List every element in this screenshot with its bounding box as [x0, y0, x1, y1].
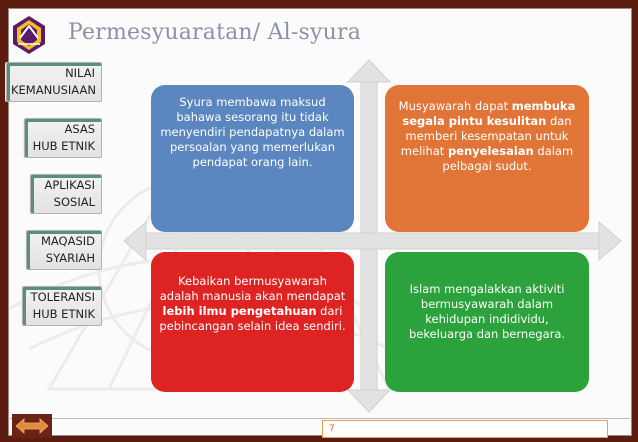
text-bold: penyelesaian — [447, 144, 534, 158]
quadrant-islam-encourages — [385, 252, 589, 392]
page-title: Permesyuaratan/ Al-syura — [68, 20, 362, 45]
text-part: dari pebincangan selain idea sendiri. — [159, 304, 346, 333]
page-number: 7 — [329, 424, 335, 434]
nav-label-line2: SOSIAL — [53, 195, 95, 209]
nav-label-line1: APLIKASI — [44, 178, 95, 192]
nav-label-line1: NILAI — [65, 66, 95, 80]
nav-label-line2: KEMANUSIAAN — [11, 83, 96, 97]
nav-label-line1: ASAS — [64, 122, 95, 136]
quadrant-benefit-knowledge-text — [159, 274, 346, 334]
double-arrow-icon[interactable] — [12, 414, 52, 438]
text-part: dalam pelbagai sudut. — [442, 144, 574, 173]
nav-button-aplikasi-sosial[interactable] — [30, 174, 102, 214]
nav-button-maqasid-syariah[interactable] — [26, 230, 102, 270]
quadrant-definition — [151, 85, 354, 232]
text-part: Kebaikan bermusyawarah adalah manusia akan mendapat — [159, 274, 346, 303]
nav-button-asas-hub-etnik[interactable] — [24, 118, 102, 158]
nav-label-line2: SYARIAH — [45, 251, 95, 265]
text-part: Musyawarah dapat — [398, 99, 512, 113]
quadrant-benefit-solutions — [385, 85, 589, 232]
text-part: dan memberi kesempatan untuk melihat — [400, 114, 572, 158]
university-logo-icon — [10, 14, 48, 56]
footer-divider — [8, 418, 630, 419]
nav-label-line1: MAQASID — [40, 234, 95, 248]
nav-label-line1: TOLERANSI — [30, 290, 95, 304]
nav-button-toleransi-hub-etnik[interactable] — [22, 286, 102, 326]
nav-label-line2: HUB ETNIK — [32, 139, 95, 153]
quadrant-definition-text: Syura membawa maksud bahawa sesorang itu tidak menyendiri pendapatnya dalam persoalan yang memerlukan pendapat orang lain. — [160, 95, 345, 169]
text-bold: membuka segala pintu kesulitan — [402, 99, 576, 128]
nav-label-line2: HUB ETNIK — [32, 307, 95, 321]
page-number-bar — [322, 420, 608, 438]
quadrant-benefit-knowledge — [151, 252, 354, 392]
nav-button-nilai-kemanusiaan[interactable] — [6, 62, 102, 102]
quadrant-benefit-solutions-text — [393, 99, 581, 174]
quadrant-islam-encourages-text: Islam mengalakkan aktiviti bermusyawarah dalam kehidupan indidividu, bekeluarga dan bernegara. — [408, 282, 566, 341]
text-bold: lebih ilmu pengetahuan — [162, 304, 317, 318]
